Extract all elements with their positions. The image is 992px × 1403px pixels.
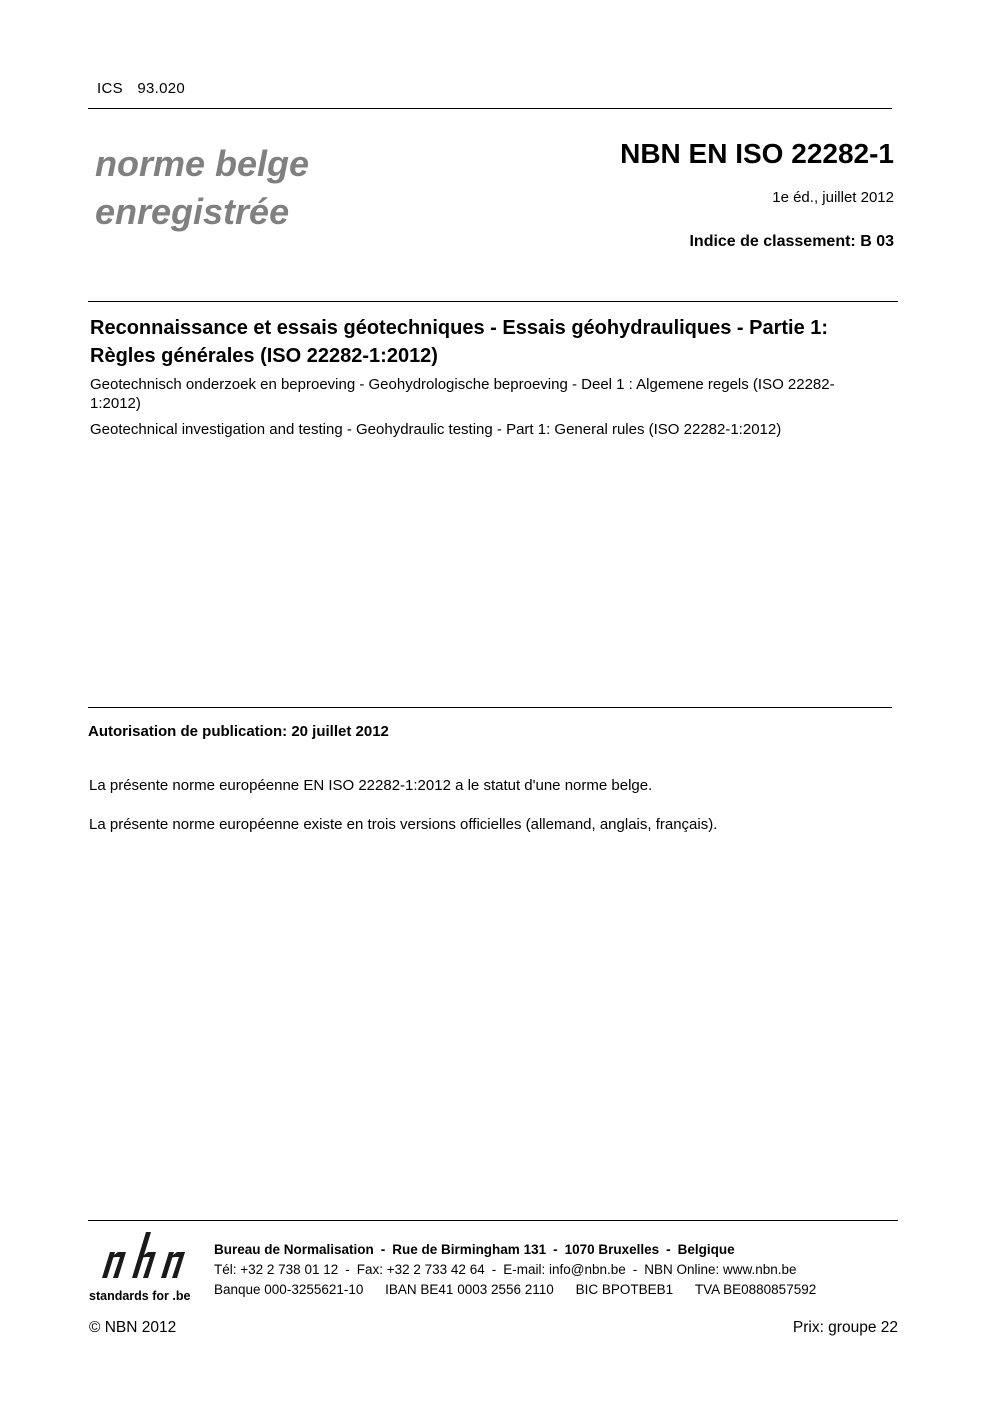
bank-line: [214, 1280, 816, 1300]
price-group: Prix: groupe 22: [792, 1319, 898, 1336]
classification-index: Indice de classement: B 03: [689, 233, 894, 250]
ics-code: [97, 80, 185, 97]
norme-line-2: enregistrée: [95, 191, 290, 232]
bureau-name: Bureau de Normalisation: [214, 1242, 374, 1257]
nbn-logo-icon: [88, 1228, 203, 1308]
address-line: Bureau de Normalisation - Rue de Birmingham 131 - 1070 Bruxelles - Belgique: [214, 1242, 735, 1257]
city: 1070 Bruxelles: [564, 1242, 660, 1257]
title-dutch: Geotechnisch onderzoek en beproeving - Geohydrologische beproeving - Deel 1 : Algemene regels (ISO 22282-1:2012): [90, 376, 835, 412]
title-french: Reconnaissance et essais géotechniques - Essais géohydrauliques - Partie 1: Règles générales (ISO 22282-1:2012): [90, 317, 829, 367]
nbn-logo: [88, 1228, 203, 1308]
norme-line-1: norme belge: [95, 143, 310, 184]
vat-number: TVA BE0880857592: [694, 1282, 817, 1297]
bank-account: Banque 000-3255621-10: [214, 1282, 364, 1297]
copyright: © NBN 2012: [89, 1319, 177, 1336]
bic: BIC BPOTBEB1: [575, 1282, 674, 1297]
iban: IBAN BE41 0003 2556 2110: [385, 1282, 554, 1297]
logo-tagline: standards for .be: [89, 1289, 191, 1303]
publication-authorisation: Autorisation de publication: 20 juillet 2012: [88, 723, 389, 740]
header-divider: [88, 108, 892, 109]
status-paragraph: La présente norme européenne EN ISO 22282-1:2012 a le statut d'une norme belge.: [89, 777, 653, 794]
country: Belgique: [677, 1242, 735, 1257]
email[interactable]: E-mail: info@nbn.be: [503, 1262, 626, 1277]
standard-number: NBN EN ISO 22282-1: [620, 138, 894, 169]
contact-line: Tél: +32 2 738 01 12 - Fax: +32 2 733 42 64 - E-mail: info@nbn.be - NBN Online: www.nbn.be: [214, 1262, 797, 1277]
title-divider: [88, 301, 898, 302]
contact-block: [214, 1240, 816, 1300]
website[interactable]: NBN Online: www.nbn.be: [644, 1262, 797, 1277]
ics-label: ICS: [97, 80, 123, 97]
footer-divider: [88, 1220, 898, 1221]
versions-paragraph: La présente norme européenne existe en trois versions officielles (allemand, anglais, français).: [89, 816, 718, 833]
norme-belge-heading: [95, 140, 309, 236]
body-divider: [88, 707, 892, 708]
title-english: Geotechnical investigation and testing - Geohydraulic testing - Part 1: General rules (ISO 22282-1:2012): [90, 421, 782, 438]
phone: Tél: +32 2 738 01 12: [214, 1262, 339, 1277]
street: Rue de Birmingham 131: [392, 1242, 547, 1257]
fax: Fax: +32 2 733 42 64: [356, 1262, 485, 1277]
ics-value: 93.020: [137, 80, 186, 97]
edition-date: 1e éd., juillet 2012: [772, 189, 894, 206]
